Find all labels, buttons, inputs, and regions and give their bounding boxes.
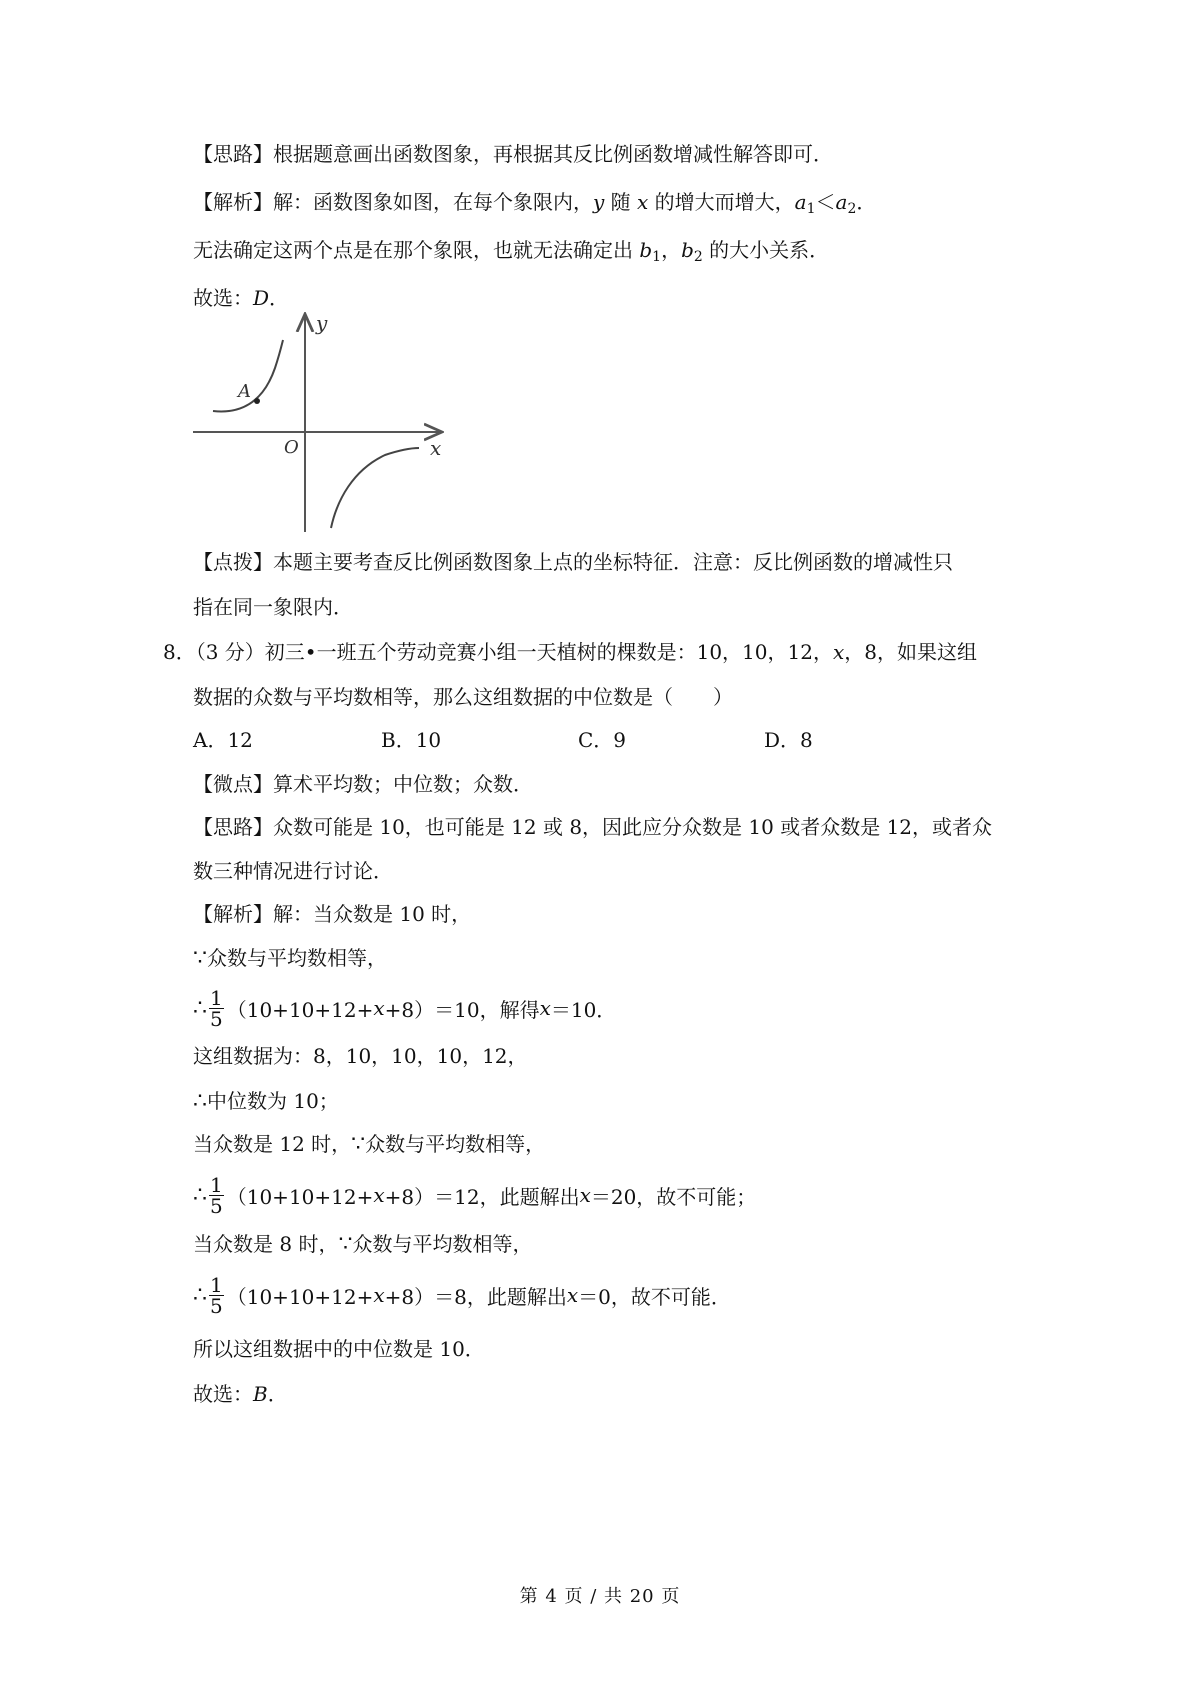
case-12-line (193, 1130, 545, 1159)
curve-quadrant-4 (331, 448, 419, 528)
jiexi-line (193, 188, 876, 223)
eq3-var-x2: x (566, 1283, 579, 1307)
sub-2: 2 (847, 201, 857, 217)
q8-jiexi-text: 解：当众数是 10 时， (273, 902, 472, 926)
case8-a: 当众数是 8 时， (193, 1232, 339, 1256)
because-symbol-2: ∵ (351, 1132, 366, 1157)
label-o: O (284, 437, 299, 458)
case12-a: 当众数是 12 时， (193, 1132, 352, 1156)
eq1-part-c: ＝10． (550, 997, 617, 1022)
eq3-part-a: （10+10+12+ (226, 1284, 374, 1309)
therefore-symbol-2: ∴ (193, 1089, 207, 1114)
eq3-part-c: ＝0，故不可能． (578, 1284, 731, 1309)
jiexi-mid1: 随 (604, 190, 638, 214)
dianbo-tag: 【点拨】 (193, 550, 273, 574)
answer-post: ． (269, 286, 290, 310)
sub-b2: 2 (693, 249, 703, 265)
conclusion-line: 所以这组数据中的中位数是 10． (193, 1337, 485, 1361)
eq3-var-x: x (373, 1283, 385, 1307)
therefore-symbol-4: ∴ (193, 1282, 207, 1308)
eq2-part-b: +8）＝12，此题解出 (384, 1184, 580, 1209)
q8-line1-text: 8．（3 分）初三•一班五个劳动竞赛小组一天植树的棵数是：10，10，12， (163, 640, 833, 664)
option-d: D．8 (764, 728, 813, 752)
answer-b (193, 1380, 288, 1408)
comma: ， (661, 238, 682, 262)
line2-pre: 无法确定这两个点是在那个象限，也就无法确定出 (193, 238, 640, 262)
jiexi-mid2: 的增大而增大， (648, 190, 795, 214)
eq2-part-a: （10+10+12+ (226, 1184, 374, 1209)
fraction-one-fifth-3 (209, 1272, 224, 1318)
because-symbol-3: ∵ (338, 1232, 353, 1257)
frac-numerator: 1 (210, 985, 223, 1010)
fraction-one-fifth (209, 985, 224, 1031)
option-b: B．10 (381, 728, 442, 752)
line2-post: 的大小关系． (702, 238, 830, 262)
case8-b: 众数与平均数相等， (352, 1232, 533, 1256)
answer-pre: 故选： (193, 286, 253, 310)
eq2-part-c: ＝20，故不可能； (590, 1184, 757, 1209)
case12-b: 众数与平均数相等， (365, 1132, 546, 1156)
silu-line (193, 140, 833, 168)
var-y: y (593, 190, 605, 214)
q8-jiexi-line (193, 900, 471, 928)
period: ． (856, 190, 877, 214)
q8-answer-pre: 故选： (193, 1382, 253, 1406)
q8-silu-text1: 众数可能是 10，也可能是 12 或 8，因此应分众数是 10 或者众数是 12，或者众 (273, 815, 993, 839)
eq1-var-x: x (373, 996, 385, 1020)
because-line-1 (193, 944, 387, 973)
eq1-part-a: （10+10+12+ (226, 997, 374, 1022)
q8-silu-line2: 数三种情况进行讨论． (193, 859, 393, 883)
weidian-line (193, 770, 533, 798)
page-footer: 第 4 页 / 共 20 页 (519, 1586, 681, 1607)
var-b2: b (681, 238, 694, 262)
frac-denominator-3: 5 (210, 1293, 223, 1318)
data-line: 这组数据为：8，10，10，10，12， (193, 1044, 528, 1068)
fraction-one-fifth-2 (209, 1172, 224, 1218)
equation-3 (193, 1272, 731, 1318)
q8-line2: 数据的众数与平均数相等，那么这组数据的中位数是（ ） (193, 685, 733, 709)
q8-silu-line1 (193, 813, 992, 841)
eq2-var-x: x (373, 1183, 385, 1207)
var-x: x (637, 190, 649, 214)
eq2-var-x2: x (579, 1183, 591, 1207)
because-text-1: 众数与平均数相等， (207, 946, 387, 970)
silu-tag: 【思路】 (193, 142, 273, 166)
q8-answer-post: ． (267, 1382, 288, 1406)
eq1-var-x2: x (539, 996, 551, 1020)
q8-answer-letter: B (253, 1382, 268, 1406)
q8-jiexi-tag: 【解析】 (193, 902, 273, 926)
answer-d (193, 284, 289, 312)
line2 (193, 236, 829, 271)
label-a: A (238, 381, 251, 402)
point-a (254, 398, 260, 404)
dianbo-line1 (193, 548, 953, 576)
equation-1 (193, 985, 616, 1031)
frac-denominator-2: 5 (210, 1193, 223, 1218)
q8-var-x: x (832, 640, 845, 664)
therefore-symbol: ∴ (193, 995, 207, 1021)
case-8-line (193, 1230, 532, 1259)
because-symbol: ∵ (193, 946, 207, 971)
silu-text: 根据题意画出函数图象，再根据其反比例函数增减性解答即可． (273, 142, 833, 166)
var-a2: a (835, 190, 848, 214)
less-than: ＜ (815, 190, 836, 214)
option-a: A．12 (193, 728, 253, 752)
frac-denominator: 5 (210, 1006, 223, 1031)
frac-numerator-2: 1 (210, 1172, 223, 1197)
sub-b1: 1 (652, 249, 662, 265)
label-y: y (316, 311, 328, 335)
equation-2 (193, 1172, 756, 1218)
sub-1: 1 (806, 201, 816, 217)
eq1-part-b: +8）＝10，解得 (384, 997, 540, 1022)
hyperbola-graph (185, 310, 455, 535)
var-b1: b (639, 238, 653, 262)
weidian-text: 算术平均数；中位数；众数． (273, 772, 533, 796)
q8-silu-tag: 【思路】 (193, 815, 273, 839)
therefore-symbol-3: ∴ (193, 1182, 207, 1208)
q8-line1-tail: ，8，如果这组 (844, 640, 977, 664)
q8-line1 (163, 638, 977, 666)
jiexi-text: 解：函数图象如图，在每个象限内， (273, 190, 593, 214)
median-line (193, 1087, 339, 1116)
dianbo-text1: 本题主要考查反比例函数图象上点的坐标特征．注意：反比例函数的增减性只 (273, 550, 953, 574)
option-c: C．9 (578, 728, 627, 752)
eq3-part-b: +8）＝8，此题解出 (384, 1284, 567, 1309)
dianbo-line2: 指在同一象限内． (193, 595, 353, 619)
label-x: x (430, 436, 442, 460)
frac-numerator-3: 1 (210, 1272, 223, 1297)
weidian-tag: 【微点】 (193, 772, 273, 796)
answer-letter: D (253, 286, 270, 310)
var-a1: a (794, 190, 807, 214)
median-text: 中位数为 10； (207, 1089, 339, 1113)
jiexi-tag: 【解析】 (193, 190, 273, 214)
